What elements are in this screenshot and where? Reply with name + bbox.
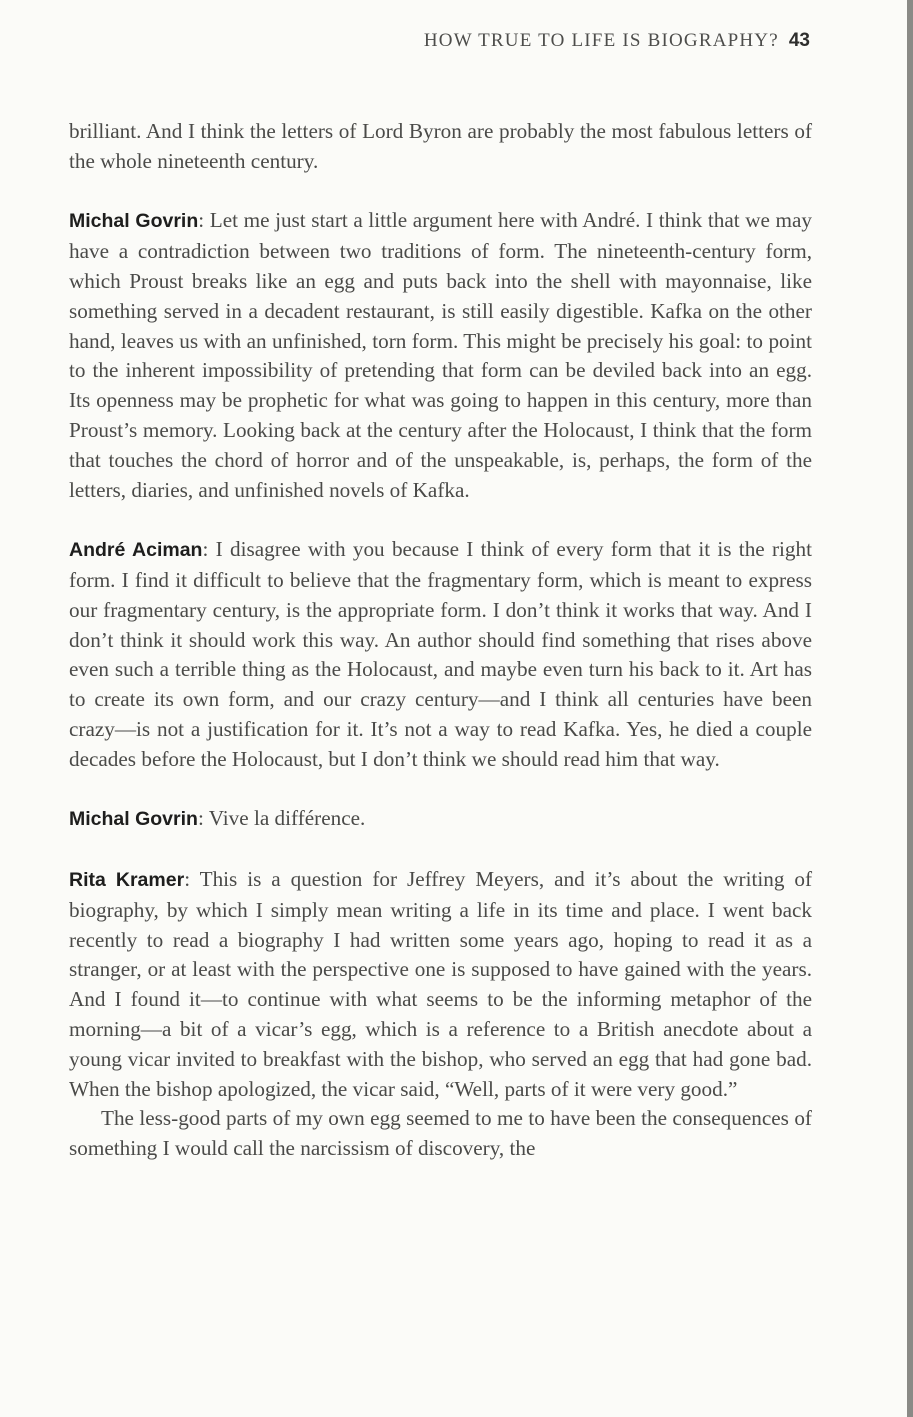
paragraph xyxy=(69,535,812,774)
speaker-name: Rita Kramer xyxy=(69,868,185,891)
speaker-name: Michal Govrin xyxy=(69,808,198,831)
body-text xyxy=(69,117,812,1164)
speaker-separator: : xyxy=(184,866,200,891)
paragraph xyxy=(69,865,812,1104)
page-number: 43 xyxy=(788,30,810,51)
speaker-separator: : xyxy=(198,208,210,233)
paragraph-text: This is a question for Jeffrey Meyers, and it’s about the writing of biography, by which I simply mean writing a life in its time and place. I went back recently to read a biography I had written some years ago, hoping to read it as a stranger, or at least with the perspective one is supposed to have gained with the years. And I found it—to continue with what seems to be the informing metaphor of the morning—a bit of a vicar’s egg, which is a reference to a British anecdote about a young vicar invited to breakfast with the bishop, who served an egg that had gone bad. When the bishop apologized, the vicar said, “Well, parts of it were very good.” xyxy=(69,866,813,1101)
paragraph xyxy=(69,117,812,177)
paragraph xyxy=(69,206,812,505)
speaker-separator: : xyxy=(197,806,209,831)
running-header xyxy=(424,30,810,52)
running-title: HOW TRUE TO LIFE IS BIOGRAPHY? xyxy=(423,30,779,51)
speaker-name: Michal Govrin xyxy=(69,210,199,233)
speaker-separator: : xyxy=(202,537,216,562)
paragraph xyxy=(69,804,812,835)
paragraph-text: brilliant. And I think the letters of Lord Byron are probably the most fabulous letters of the whole nineteenth century. xyxy=(69,119,812,173)
paragraph-text: Let me just start a little argument here with André. I think that we may have a contradiction between two traditions of form. The nineteenth-century form, which Proust breaks like an egg and puts back into the shell with mayonnaise, like something served in a decadent restaurant, is still easily digestible. Kafka on the other hand, leaves us with an unfinished, torn form. This might be precisely his goal: to point to the inherent impossibility of pretending that form can be deviled back into an egg. Its openness may be prophetic for what was going to happen in this century, more than Proust’s memory. Looking back at the century after the Holocaust, I think that the form that touches the chord of horror and of the unspeakable, is, perhaps, the form of the letters, diaries, and unfinished novels of Kafka. xyxy=(69,208,812,502)
paragraph-text: I disagree with you because I think of every form that it is the right form. I find it difficult to believe that the fragmentary form, which is meant to express our fragmentary century, is the appropriate form. I don’t think it works that way. And I don’t think it should work this way. An author should find something that rises above even such a terrible thing as the Holocaust, and maybe even turn his back to it. Art has to create its own form, and our crazy century—and I think all centuries have been crazy—is not a justification for it. It’s not a way to read Kafka. Yes, he died a couple decades before the Holocaust, but I don’t think we should read him that way. xyxy=(69,537,812,771)
paragraph-text: The less-good parts of my own egg seemed to me to have been the consequences of something I would call the narcissism of discovery, the xyxy=(69,1106,812,1161)
page-edge-shadow xyxy=(907,0,913,1417)
paragraph-indented xyxy=(69,1104,812,1164)
speaker-name: André Aciman xyxy=(69,539,203,562)
paragraph-text: Vive la différence. xyxy=(208,806,366,831)
